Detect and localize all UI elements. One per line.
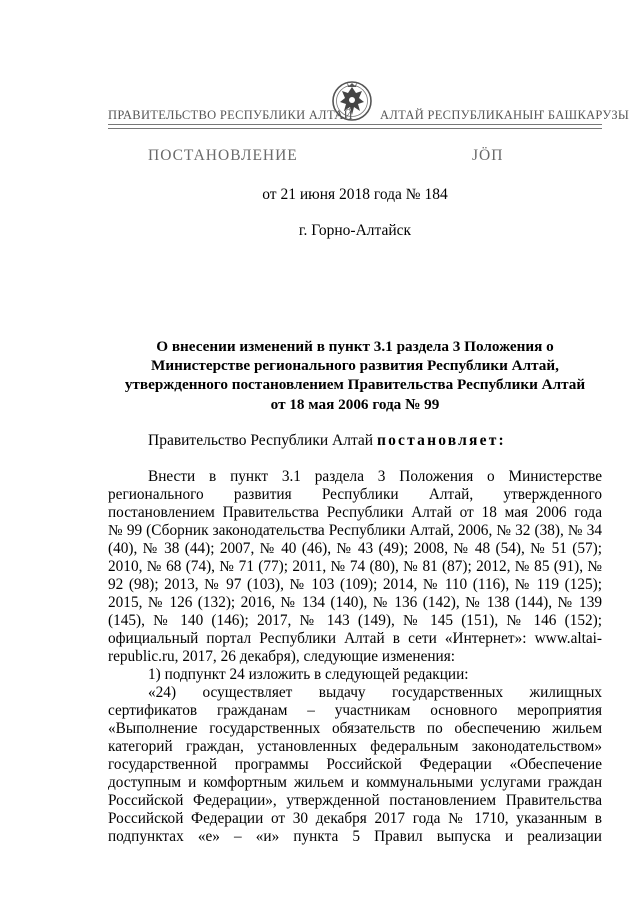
body-line: № 99 (Сборник законодательства Республики Алтай, 2006, № 32 (38), № 34 [108, 522, 602, 539]
body-line: постановлением Правительства Республики Алтай от 18 мая 2006 года [108, 504, 602, 521]
body-line: 2010, № 68 (74), № 71 (77); 2011, № 74 (80), № 81 (87); 2012, № 85 (91), № [108, 558, 602, 575]
body-line: подпунктах «е» – «и» пункта 5 Правил выпуска и реализации [108, 828, 602, 845]
preamble-text: Правительство Республики Алтай [148, 432, 377, 449]
preamble [148, 432, 506, 450]
document-title [108, 337, 602, 414]
title-line: от 18 мая 2006 года № 99 [270, 395, 440, 413]
body-line: доступным и комфортным жильем и коммунальными услугами граждан [108, 774, 602, 791]
body-line: 2015, № 126 (132); 2016, № 134 (140), № 136 (142), № 138 (144), № 139 [108, 594, 602, 611]
government-name-altai: АЛТАЙ РЕСПУБЛИКАНЫҤ БАШКАРУЗЫ [380, 108, 630, 122]
body-line: категорий граждан, установленных федеральным законодательством» [108, 738, 602, 755]
body-line: сертификатов гражданам – участникам основного мероприятия [108, 702, 602, 719]
body-line: Внести в пункт 3.1 раздела 3 Положения о Министерстве [148, 468, 602, 485]
government-name-russian: ПРАВИТЕЛЬСТВО РЕСПУБЛИКИ АЛТАЙ [108, 108, 353, 122]
body-line: 92 (98); 2013, № 97 (103), № 103 (109); 2014, № 110 (116), № 119 (125); [108, 576, 602, 593]
title-line: Министерстве регионального развития Республики Алтай, [151, 357, 559, 375]
body-line: (145), № 140 (146); 2017, № 143 (149), № 145 (151), № 146 (152); [108, 612, 602, 629]
body-line: «24) осуществляет выдачу государственных жилищных [148, 684, 602, 701]
document-city: г. Горно-Алтайск [298, 222, 412, 239]
document-date-number: от 21 июня 2018 года № 184 [262, 186, 448, 203]
body-line: Российской Федерации», утвержденной постановлением Правительства [108, 792, 602, 809]
body-line: Российской Федерации от 30 декабря 2017 года № 1710, указанным в [108, 810, 602, 827]
doc-type-altai: ЈӦП [472, 147, 504, 164]
body-line: 1) подпункт 24 изложить в следующей редакции: [148, 666, 469, 683]
body-line: (40), № 38 (44); 2007, № 40 (46), № 43 (49); 2008, № 48 (54), № 51 (57); [108, 540, 602, 557]
body-line: официальный портал Республики Алтай в сети «Интернет»: www.altai- [108, 630, 602, 647]
body-line: «Выполнение государственных обязательств по обеспечению жильем [108, 720, 602, 737]
header-rule-bottom [108, 128, 602, 129]
body-line: государственной программы Российской Федерации «Обеспечение [108, 756, 602, 773]
doc-type-russian: ПОСТАНОВЛЕНИЕ [148, 147, 298, 164]
title-line: утвержденного постановлением Правительства Республики Алтай [124, 376, 586, 394]
body-line: republic.ru, 2017, 26 декабря), следующие изменения: [108, 648, 456, 665]
header-rule-top [108, 124, 602, 125]
title-line: О внесении изменений в пункт 3.1 раздела 3 Положения о [156, 338, 554, 355]
document-body [108, 468, 602, 846]
body-line: регионального развития Республики Алтай, утвержденного [108, 486, 602, 503]
preamble-decree-word: постановляет: [376, 432, 506, 449]
